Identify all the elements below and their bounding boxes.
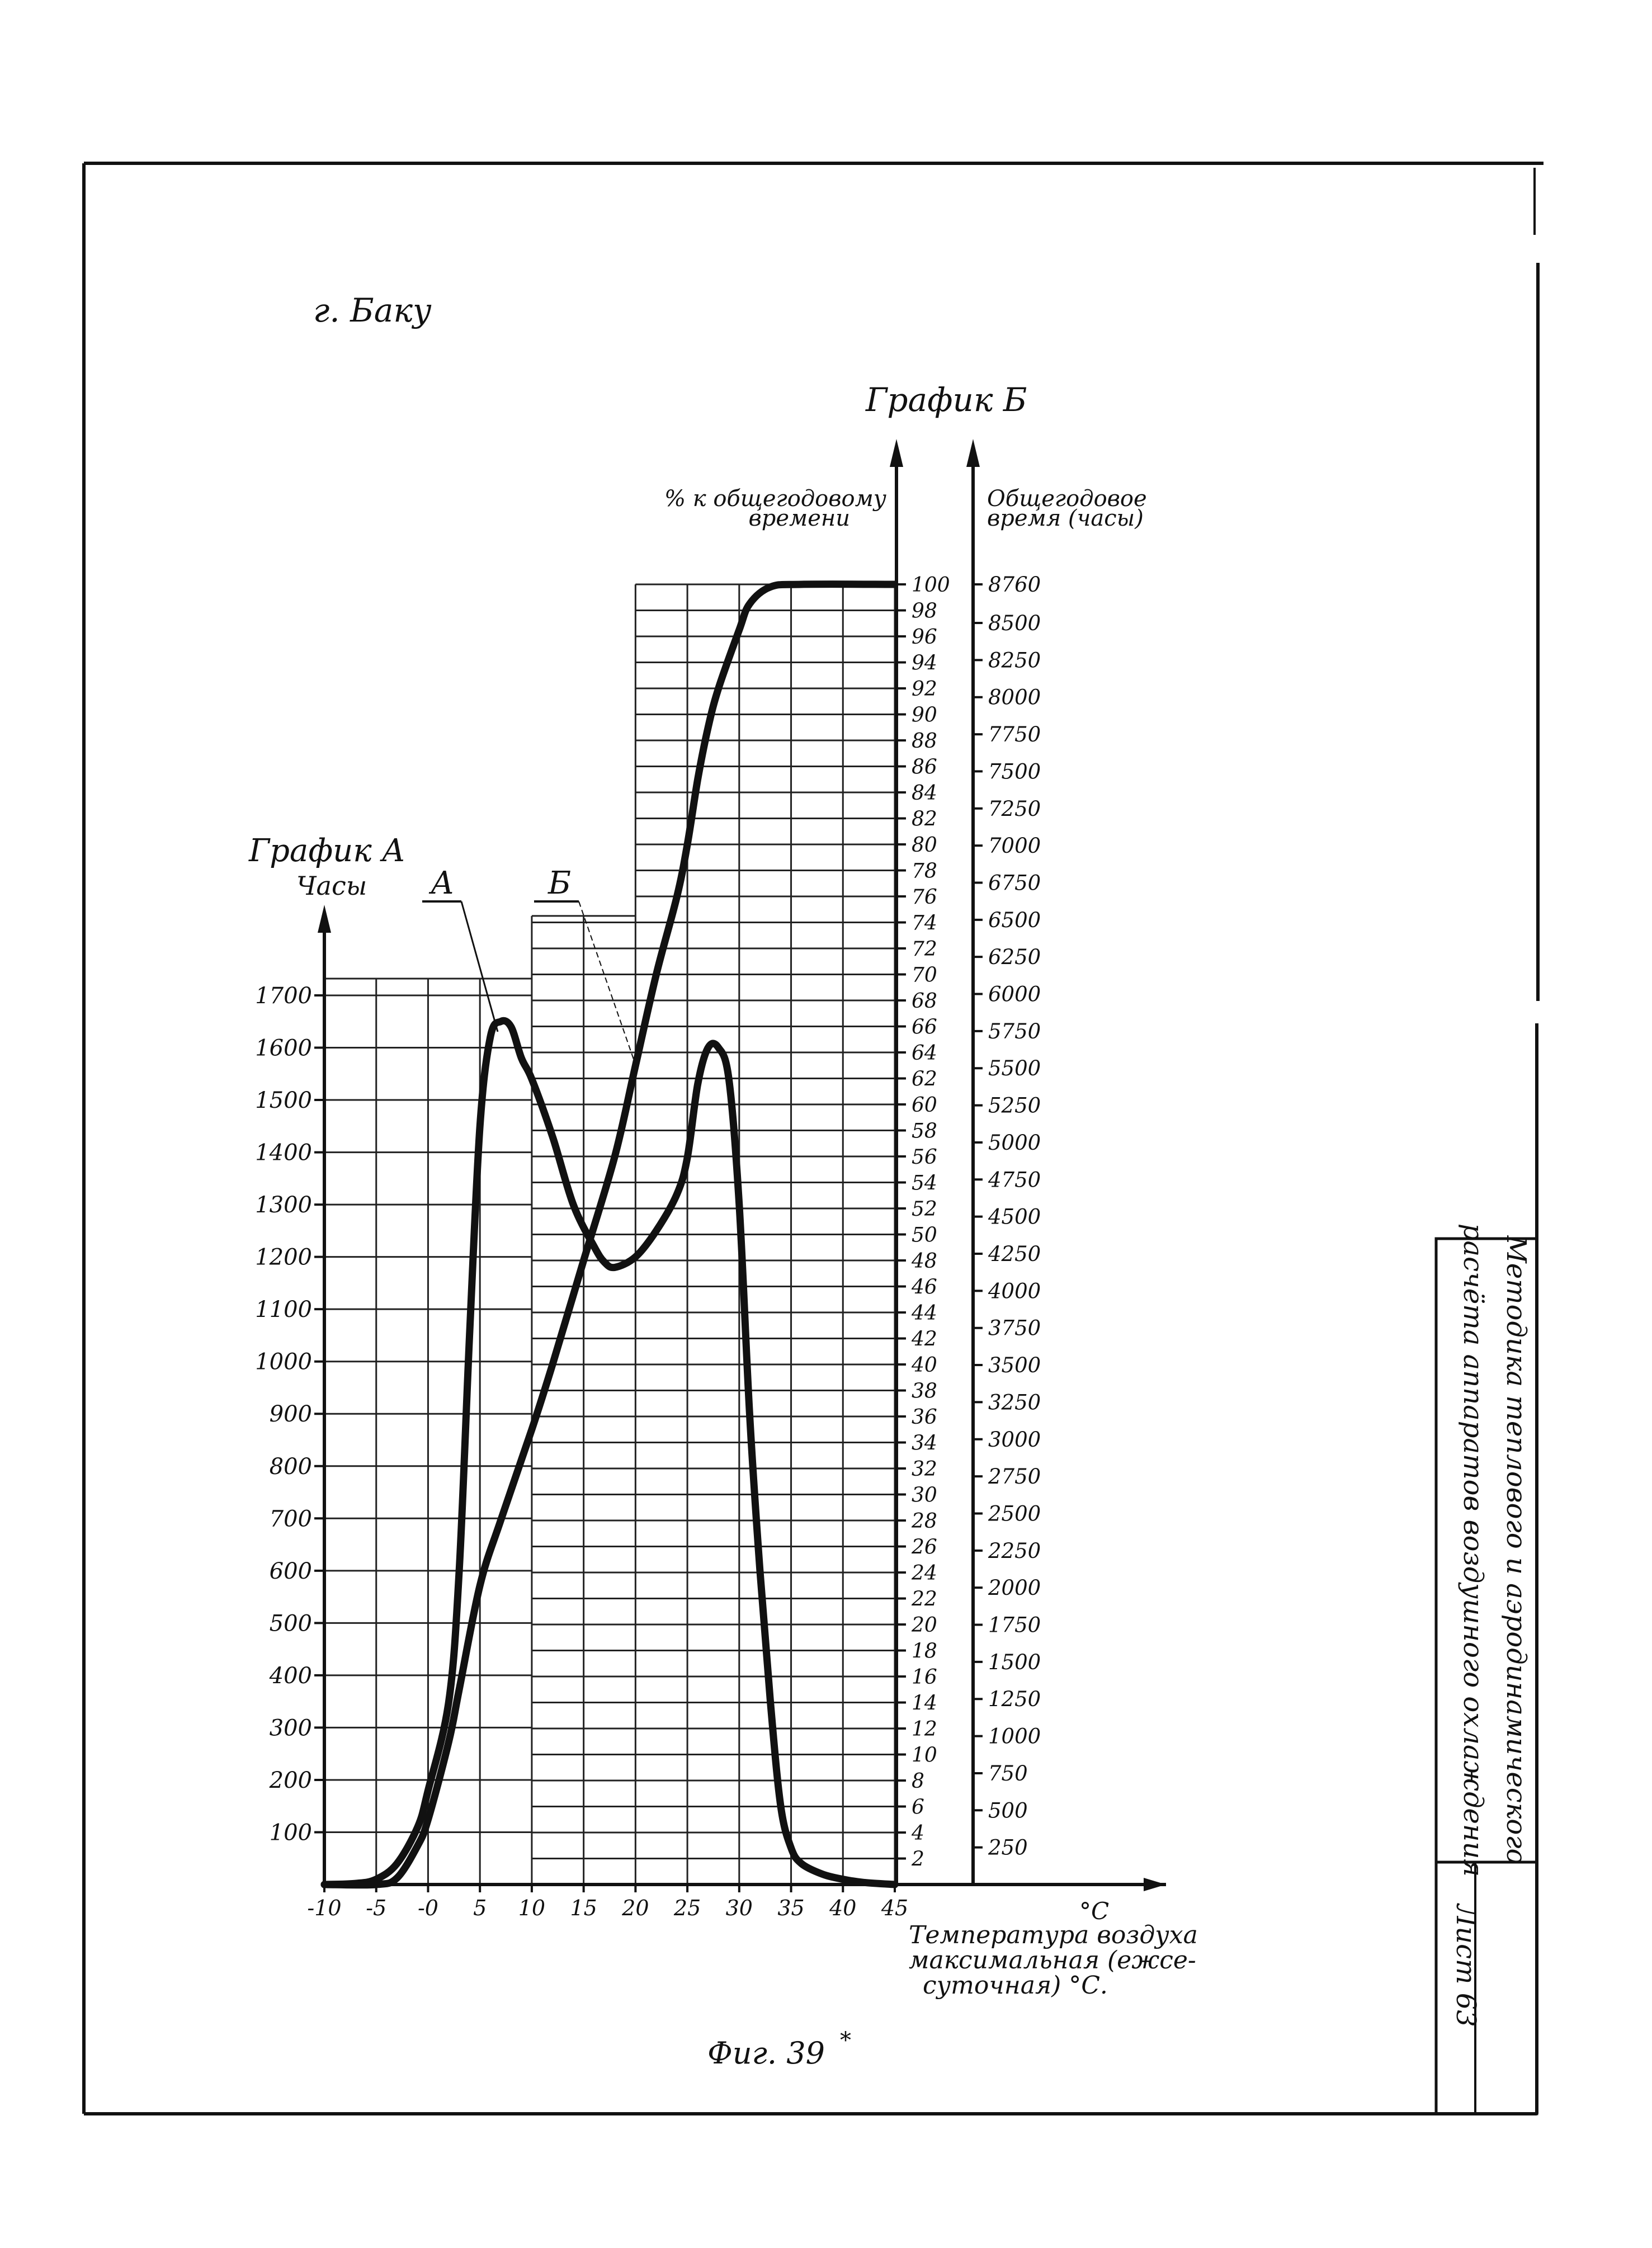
tick-label-hours: 6750 — [988, 871, 1041, 895]
x-axis-label-line2: максимальная (ежсе- — [909, 1946, 1196, 1975]
tick-label-pct: 58 — [912, 1120, 937, 1143]
tick-label-x: 20 — [622, 1896, 649, 1920]
tick-label-pct: 40 — [912, 1354, 937, 1377]
tick-label-pct: 96 — [912, 626, 937, 649]
tick-label-x: 25 — [673, 1896, 701, 1920]
figure-caption: Фиг. 39 — [707, 2036, 825, 2071]
tick-label-pct: 52 — [912, 1198, 937, 1221]
tick-label-pct: 56 — [912, 1146, 937, 1169]
tick-label-pct: 68 — [912, 990, 937, 1013]
tick-label-pct: 24 — [912, 1562, 937, 1585]
tick-label-hours: 7750 — [988, 722, 1041, 747]
tick-label-hours: 7500 — [988, 759, 1041, 784]
tick-label-hours: 4000 — [988, 1279, 1041, 1304]
tick-label-hours: 5250 — [988, 1093, 1041, 1118]
tick-label-x: 10 — [518, 1896, 546, 1920]
title-block — [1436, 1224, 1537, 2114]
tick-label-pct: 22 — [912, 1588, 937, 1611]
tick-label-x: 40 — [829, 1896, 857, 1920]
tick-label-hours: 5000 — [988, 1130, 1041, 1155]
tick-label-hours: 3000 — [988, 1427, 1041, 1452]
tick-label-hours: 500 — [988, 1798, 1028, 1823]
x-axis-label-line3: суточная) °С. — [923, 1971, 1108, 2000]
tick-label-pct: 20 — [912, 1614, 937, 1637]
tick-label-hours: 6000 — [988, 982, 1041, 1007]
tick-label-pct: 70 — [912, 964, 937, 987]
tick-label-hours: 7250 — [988, 796, 1041, 821]
chart-b-title: График Б — [866, 381, 1027, 419]
tick-label-hours: 6500 — [988, 908, 1041, 932]
tick-label-x: 5 — [473, 1896, 487, 1920]
tick-label-pct: 72 — [912, 938, 937, 961]
tick-label-pct: 86 — [912, 755, 937, 779]
tick-label-pct: 14 — [912, 1692, 937, 1715]
city-label: г. Баку — [313, 291, 432, 329]
tick-label-a: 1200 — [255, 1244, 312, 1271]
caption-mark: * — [840, 2028, 851, 2053]
tick-label-pct: 44 — [912, 1302, 937, 1325]
tick-label-hours: 4500 — [988, 1205, 1041, 1229]
tick-label-pct: 66 — [912, 1016, 937, 1039]
tick-label-pct: 74 — [912, 912, 937, 935]
tick-label-a: 1100 — [255, 1297, 312, 1323]
tick-label-pct: 64 — [912, 1042, 937, 1065]
tick-label-pct: 80 — [912, 834, 937, 857]
tick-label-a: 1300 — [255, 1192, 312, 1219]
tick-label-hours: 750 — [988, 1761, 1028, 1786]
chart-grid — [324, 584, 895, 1885]
tick-label-pct: 88 — [912, 730, 937, 753]
curve-a-label — [422, 865, 498, 1032]
tick-label-hours: 1000 — [988, 1724, 1041, 1749]
x-axis-label — [909, 1921, 1198, 2000]
tick-label-x: -0 — [417, 1896, 438, 1920]
y-axis-annual-hours-arrow — [966, 439, 980, 467]
title-block-line2: расчёта аппаратов воздушного охлаждения — [1457, 1223, 1489, 1877]
tick-label-hours: 6250 — [988, 945, 1041, 970]
percent-axis-label-2: времени — [748, 506, 850, 531]
tick-label-pct: 26 — [912, 1536, 937, 1559]
tick-label-x: 15 — [570, 1896, 597, 1920]
tick-label-pct: 12 — [912, 1718, 937, 1741]
tick-label-hours: 8500 — [988, 611, 1041, 636]
tick-label-pct: 98 — [912, 599, 937, 623]
tick-label-pct: 90 — [912, 703, 937, 727]
tick-label-a: 500 — [269, 1611, 312, 1637]
tick-label-hours: 2250 — [988, 1538, 1041, 1563]
tick-label-hours: 8760 — [988, 573, 1041, 597]
tick-label-pct: 94 — [912, 651, 937, 675]
tick-label-hours: 1750 — [988, 1613, 1041, 1637]
tick-label-hours: 2750 — [988, 1465, 1041, 1489]
tick-label-pct: 32 — [912, 1458, 937, 1481]
tick-label-hours: 4250 — [988, 1242, 1041, 1267]
tick-label-a: 400 — [269, 1663, 312, 1689]
tick-label-hours: 1250 — [988, 1687, 1041, 1712]
chart-a-title: График А — [249, 833, 405, 869]
tick-label-pct: 8 — [912, 1770, 924, 1793]
hours-axis-label-1: Общегодовое — [987, 486, 1147, 512]
tick-label-pct: 30 — [912, 1484, 937, 1507]
tick-label-pct: 46 — [912, 1276, 937, 1299]
y-axis-hours-a-arrow — [318, 905, 331, 933]
curve-a-label-text: А — [431, 865, 455, 901]
tick-label-hours: 3250 — [988, 1390, 1041, 1415]
tick-label-pct: 18 — [912, 1640, 937, 1663]
tick-label-pct: 78 — [912, 859, 937, 883]
tick-label-a: 1000 — [255, 1349, 312, 1375]
tick-label-a: 200 — [269, 1767, 312, 1793]
tick-label-pct: 28 — [912, 1510, 937, 1533]
tick-label-hours: 5750 — [988, 1019, 1041, 1043]
tick-label-pct: 38 — [912, 1380, 937, 1403]
tick-label-pct: 34 — [912, 1432, 937, 1455]
tick-label-pct: 82 — [912, 807, 937, 831]
tick-label-x: -5 — [366, 1896, 387, 1920]
tick-label-hours: 2000 — [988, 1576, 1041, 1600]
tick-label-a: 1500 — [255, 1088, 312, 1114]
tick-label-x: 35 — [777, 1896, 805, 1920]
tick-label-pct: 2 — [912, 1848, 924, 1871]
tick-label-x: 30 — [725, 1896, 753, 1920]
tick-label-pct: 54 — [912, 1172, 937, 1195]
tick-label-pct: 48 — [912, 1250, 937, 1273]
tick-label-a: 700 — [269, 1506, 312, 1532]
tick-label-hours: 2500 — [988, 1501, 1041, 1526]
curve-b-label-text: Б — [548, 865, 572, 901]
x-axis-label-line1: Температура воздуха — [909, 1921, 1198, 1949]
percent-axis-label-1: % к общегодовому — [664, 486, 886, 512]
tick-label-pct: 84 — [912, 782, 937, 805]
tick-label-pct: 6 — [912, 1796, 924, 1819]
tick-label-a: 100 — [269, 1820, 312, 1846]
tick-label-hours: 7000 — [988, 834, 1041, 858]
tick-label-pct: 100 — [912, 574, 950, 597]
tick-label-pct: 50 — [912, 1224, 937, 1247]
tick-label-a: 1600 — [255, 1035, 312, 1061]
tick-label-a: 1400 — [255, 1140, 312, 1166]
tick-label-pct: 16 — [912, 1666, 937, 1689]
tick-label-hours: 3500 — [988, 1353, 1041, 1378]
tick-label-a: 600 — [269, 1558, 312, 1584]
hours-axis-label-2: время (часы) — [987, 506, 1144, 531]
title-block-line1: Методика теплового и аэродинамического — [1500, 1235, 1532, 1865]
tick-label-a: 1700 — [255, 983, 312, 1009]
tick-label-pct: 62 — [912, 1068, 937, 1091]
x-axis-arrow — [1144, 1878, 1166, 1891]
tick-label-pct: 10 — [912, 1744, 937, 1767]
tick-label-pct: 60 — [912, 1094, 937, 1117]
tick-label-a: 300 — [269, 1715, 312, 1741]
tick-label-pct: 92 — [912, 678, 937, 701]
tick-label-hours: 1500 — [988, 1650, 1041, 1674]
tick-label-a: 900 — [269, 1401, 312, 1428]
tick-label-hours: 250 — [988, 1835, 1028, 1860]
tick-label-pct: 4 — [912, 1822, 924, 1845]
y-axis-percent-arrow — [890, 439, 903, 467]
tick-label-hours: 3750 — [988, 1316, 1041, 1340]
tick-label-pct: 36 — [912, 1406, 937, 1429]
sheet-number: Лист 63 — [1450, 1904, 1481, 2027]
tick-label-hours: 5500 — [988, 1056, 1041, 1081]
tick-label-pct: 42 — [912, 1328, 937, 1351]
tick-label-x: -10 — [307, 1896, 342, 1920]
tick-label-hours: 8250 — [988, 648, 1041, 673]
tick-label-hours: 4750 — [988, 1168, 1041, 1192]
tick-label-x: 45 — [881, 1896, 909, 1920]
x-axis-unit: °С — [1079, 1897, 1110, 1925]
tick-label-hours: 8000 — [988, 685, 1041, 710]
tick-label-a: 800 — [269, 1453, 312, 1480]
tick-label-pct: 76 — [912, 886, 937, 909]
chart-a-axis-label: Часы — [296, 871, 367, 901]
